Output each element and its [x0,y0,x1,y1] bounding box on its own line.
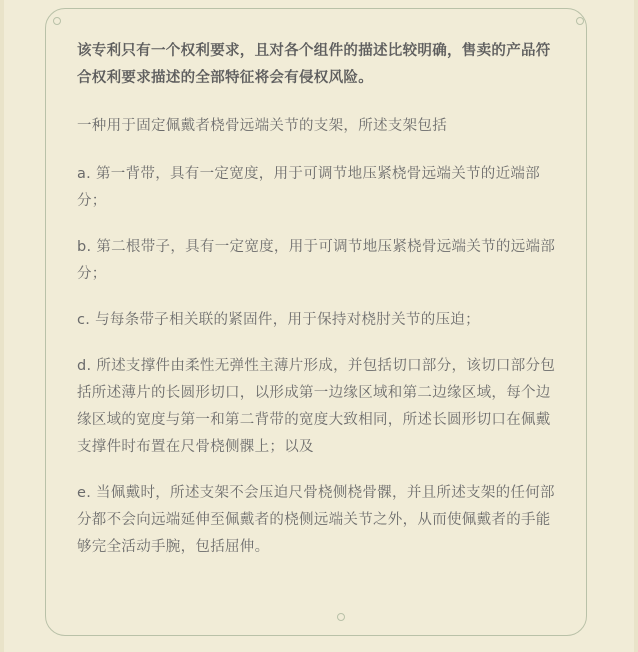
frame-bottom-ornament [337,613,345,621]
claim-item-b: b. 第二根带子，具有一定宽度，用于可调节地压紧桡骨远端关节的远端部分； [77,239,556,282]
lead-paragraph: 该专利只有一个权利要求，且对各个组件的描述比较明确，售卖的产品符合权利要求描述的全部特征将会有侵权风险。 [77,43,551,86]
frame-corner-ornament [576,17,584,25]
intro-paragraph: 一种用于固定佩戴者桡骨远端关节的支架，所述支架包括 [77,118,447,134]
article-body [77,38,561,580]
claim-item-c: c. 与每条带子相关联的紧固件，用于保持对桡肘关节的压迫； [77,312,480,328]
page-edge-right [634,0,638,652]
frame-corner-ornament [53,17,61,25]
claim-item-a: a. 第一背带，具有一定宽度，用于可调节地压紧桡骨远端关节的近端部分； [77,166,541,209]
page-edge-left [0,0,4,652]
claim-item-e: e. 当佩戴时，所述支架不会压迫尺骨桡侧桡骨髁，并且所述支架的任何部分都不会向远端延伸至佩戴者的桡侧远端关节之外，从而使佩戴者的手能够完全活动手腕，包括屈伸。 [77,485,555,555]
claim-item-d: d. 所述支撑件由柔性无弹性主薄片形成，并包括切口部分，该切口部分包括所述薄片的长圆形切口，以形成第一边缘区域和第二边缘区域，每个边缘区域的宽度与第一和第二背带的宽度大致相同，所述长圆形切口在佩戴支撑件时布置在尺骨桡侧髁上；以及 [77,358,556,455]
